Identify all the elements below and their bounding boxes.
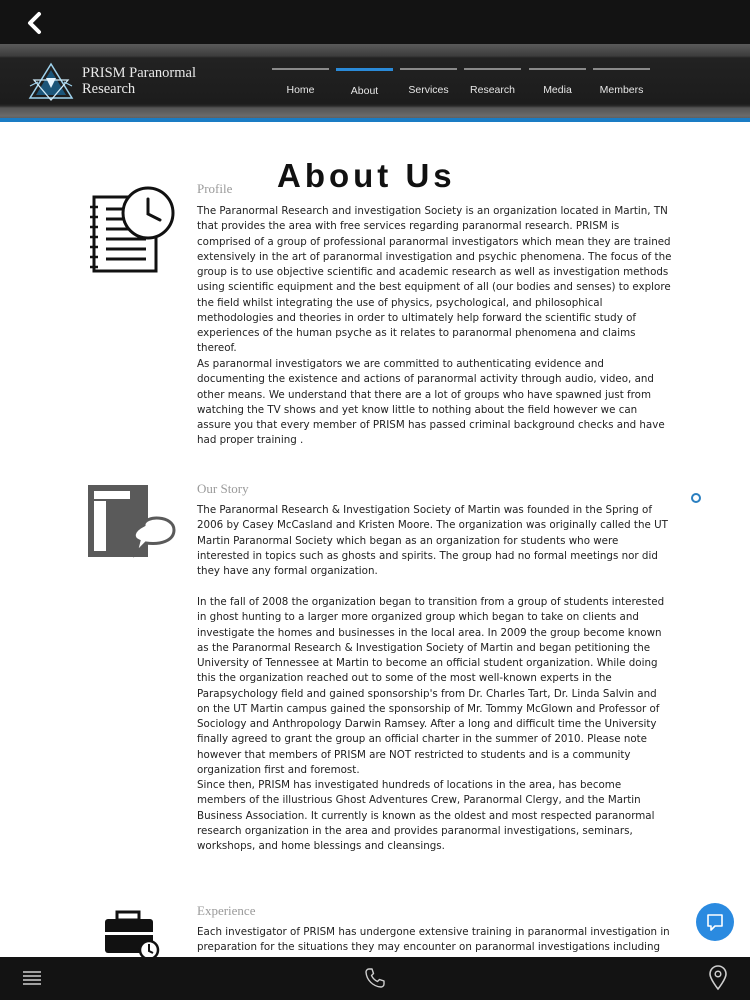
experience-paragraph-1: Each investigator of PRISM has undergone extensive training in paranormal investigation in preparation for the situations they may encounter on paranormal investigations including — [197, 926, 670, 954]
story-paragraph-2: In the fall of 2008 the organization began to transition from a group of students interested in ghost hunting to a larger more organized group which began to take on clients and investigate the homes and businesses in the local area. In 2009 the group become known as the Paranormal Research & Investigation Society of Martin and began petitioning the University of Tennessee at Martin to become an official student organization. While doing this the organization reached out to some of the most well-known experts in the Parapsychology field and gained sponsorship's from Dr. Charles Tart, Dr. Linda Salvin and on the UT Martin campus gained the sponsorship of Mr. Tommy McGlown and Professor of Sociology and Anthropology Darwin Ramsey. After a long and difficult time the University finally agreed to grant the group an official charter in the summer of 2010. Please note however that members of PRISM are NOT restricted to students and is a community organization first and foremost. — [197, 596, 665, 776]
prism-logo[interactable] — [28, 62, 74, 102]
page-title: About Us — [277, 157, 456, 194]
top-bar — [0, 0, 750, 44]
chat-button[interactable] — [696, 903, 734, 941]
chat-bubble-icon — [696, 903, 734, 941]
nav-members[interactable]: Members — [593, 68, 650, 96]
briefcase-clock-icon — [103, 910, 163, 960]
nav-services[interactable]: Services — [400, 68, 457, 96]
brand-name[interactable] — [82, 65, 222, 97]
section-heading-experience: Experience — [197, 903, 256, 918]
checklist-clock-icon — [88, 185, 176, 275]
chevron-left-icon[interactable] — [22, 10, 48, 36]
section-heading-story: Our Story — [197, 481, 249, 496]
profile-paragraph-2: As paranormal investigators we are committed to authenticating evidence and documenting the existence and actions of paranormal activity through audio, video, and other means. We understand that there are a lot of groups who have spawned just from watching the TV shows and yet know little to nothing about the field however we can assure you that every member of PRISM has passed criminal background checks and have had proper training . — [197, 358, 665, 447]
nav-about[interactable]: About — [336, 68, 393, 96]
scroll-indicator[interactable] — [691, 493, 701, 503]
bottom-bar — [0, 957, 750, 1000]
story-paragraph-3: Since then, PRISM has investigated hundreds of locations in the area, has become members of the illustrious Ghost Adventures Crew, Paranormal Clergy, and the Martin Business Association. It currently is known as the oldest and most respected paranormal research organization in the area and provides paranormal investigations, seminars, workshops, and home blessings and cleansings. — [197, 779, 655, 852]
story-paragraph-1: The Paranormal Research & Investigation Society of Martin was founded in the Spring of 2006 by Casey McCasland and Kristen Moore. The organization was originally called the UT Martin Paranormal Society which began as an organization for students who were interested in topics such as ghosts and spirits. The group had no formal meetings nor did they have any formal organization. — [197, 504, 668, 577]
nav-home[interactable]: Home — [272, 68, 329, 96]
profile-paragraph-1: The Paranormal Research and investigation Society is an organization located in Martin, TN that provides the area with free services regarding paranormal research. PRISM is comprised of a group of professional paranormal investigators which mean they are trained extensively in the art of paranormal investigation and psychic phenomena. The focus of the group is to use objective scientific and academic research as well as investigation methods using scientific equipment and the best equipment of all (our bodies and senses) to explore the field whilst integrating the use of physics, psychological, and philosophical methodologies and theories in order to ultimately help forward the scientific study of experiences of the human psyche as it relates to paranormal phenomena and claims thereof. — [197, 205, 672, 355]
document-chat-icon — [86, 483, 178, 563]
brand-line-2: Research — [82, 81, 136, 97]
nav-media[interactable]: Media — [529, 68, 586, 96]
section-heading-profile: Profile — [197, 181, 233, 196]
phone-icon[interactable] — [364, 967, 386, 989]
menu-icon[interactable] — [22, 969, 42, 987]
map-pin-icon[interactable] — [708, 965, 728, 991]
nav-research[interactable]: Research — [464, 68, 521, 96]
brand-line-1: PRISM Paranormal — [82, 65, 196, 81]
header-accent-line — [0, 118, 750, 122]
